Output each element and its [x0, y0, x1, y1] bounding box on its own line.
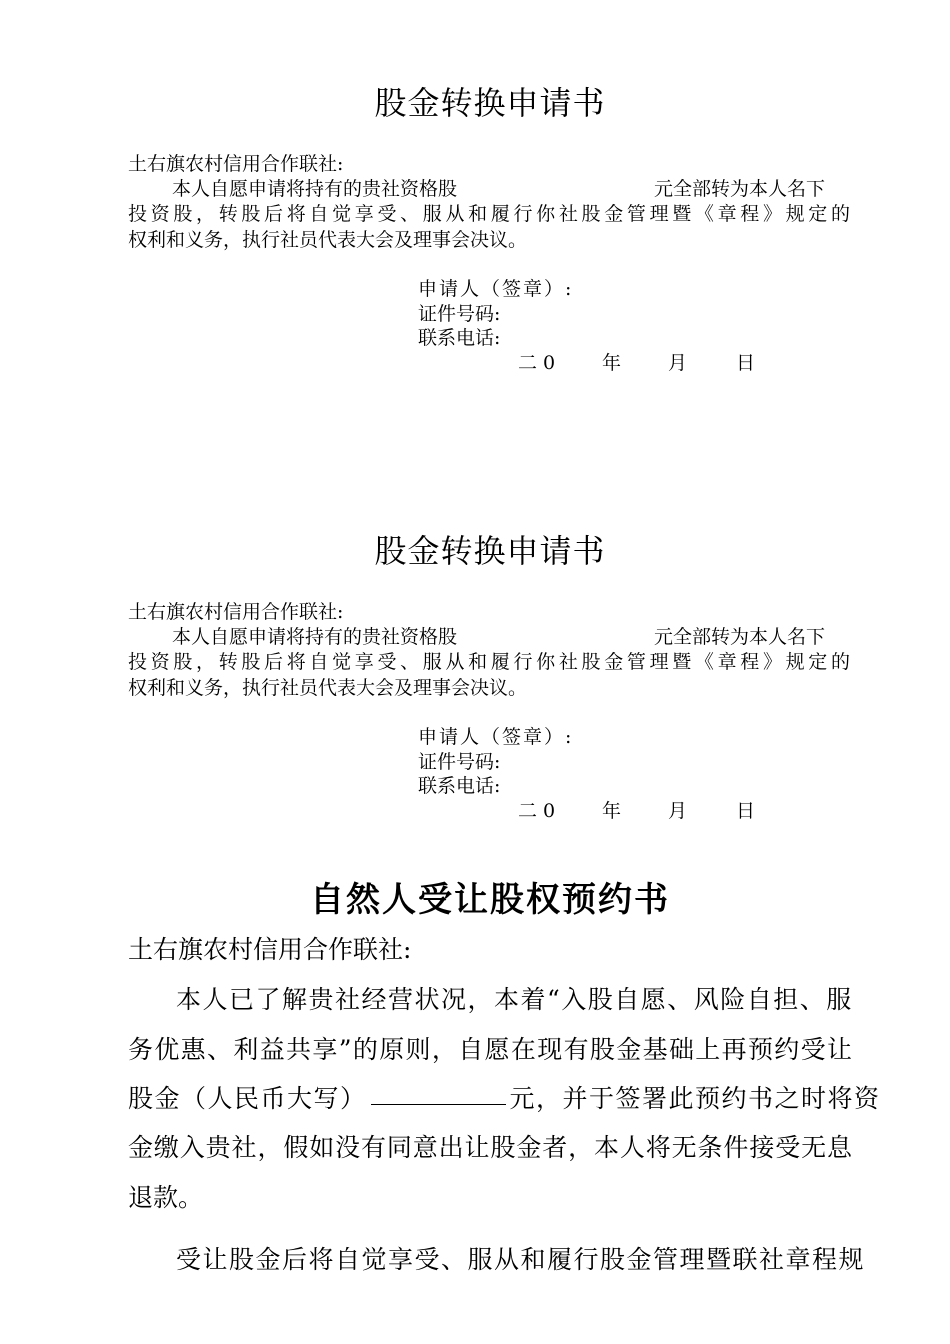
form2-date-month: 月 [668, 800, 688, 822]
form1-title: 股金转换申请书 [374, 84, 606, 122]
form2-applicant-label: 申请人（签章）: [418, 726, 574, 748]
form2-line2: 投资股，转股后将自觉享受、服从和履行你社股金管理暨《章程》规定的 [128, 651, 850, 673]
form1-date-day: 日 [736, 352, 756, 374]
form2-date-year: 年 [602, 800, 622, 822]
form3-title: 自然人受让股权预约书 [310, 880, 670, 920]
form1-line2: 投资股，转股后将自觉享受、服从和履行你社股金管理暨《章程》规定的 [128, 203, 850, 225]
form1-addressee: 土右旗农村信用合作联社: [128, 153, 344, 175]
form2-id-number-label: 证件号码: [418, 751, 501, 773]
form1-phone-label: 联系电话: [418, 327, 501, 349]
form1-date-year: 年 [602, 352, 622, 374]
form3-p1-line2: 务优惠、利益共享”的原则，自愿在现有股金基础上再预约受让 [128, 1035, 852, 1064]
form1-line3: 权利和义务，执行社员代表大会及理事会决议。 [128, 229, 528, 251]
form3-p1-line5: 退款。 [128, 1183, 204, 1212]
form1-id-number-label: 证件号码: [418, 303, 501, 325]
form2-title: 股金转换申请书 [374, 532, 606, 570]
form1-date-month: 月 [668, 352, 688, 374]
form2-line3: 权利和义务，执行社员代表大会及理事会决议。 [128, 677, 528, 699]
form3-p2-line1: 受让股金后将自觉享受、服从和履行股金管理暨联社章程规 [176, 1245, 866, 1274]
form2-line1-pre: 本人自愿申请将持有的贵社资格股 [172, 626, 458, 648]
form2-phone-label: 联系电话: [418, 775, 501, 797]
form3-p1-line1: 本人已了解贵社经营状况，本着“入股自愿、风险自担、服 [176, 985, 853, 1014]
form1-line1-post: 元全部转为本人名下 [654, 178, 826, 200]
form1-applicant-label: 申请人（签章）: [418, 278, 574, 300]
form3-p1-line3-post: 元，并于签署此预约书之时将资 [509, 1084, 881, 1113]
amount-blank [371, 1103, 506, 1105]
form2-line1-post: 元全部转为本人名下 [654, 626, 826, 648]
form3-p1-line3-pre: 股金（人民币大写） [128, 1084, 367, 1113]
form3-p1-line3 [128, 1079, 881, 1115]
form3-addressee: 土右旗农村信用合作联社: [128, 935, 412, 964]
form3-p1-line4: 金缴入贵社，假如没有同意出让股金者，本人将无条件接受无息 [128, 1133, 852, 1162]
form1-date-prefix: 二0 [518, 352, 562, 374]
form1-line1-pre: 本人自愿申请将持有的贵社资格股 [172, 178, 458, 200]
form2-date-day: 日 [736, 800, 756, 822]
form2-date-prefix: 二0 [518, 800, 562, 822]
form2-addressee: 土右旗农村信用合作联社: [128, 601, 344, 623]
